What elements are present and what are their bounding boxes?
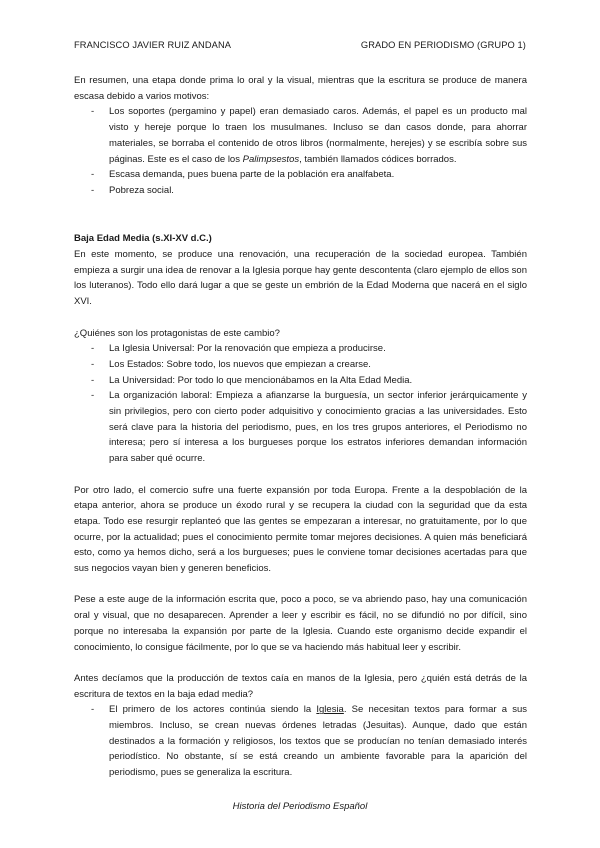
baja-paragraph: En este momento, se produce una renovación, una recuperación de la sociedad europea. También empieza a surgir una idea de renovar a la Iglesia porque hay gente descontenta (claro ejemplo de ellos son los luteranos). Todo ello dará lugar a que se geste un embrión de la Edad Moderna que nacerá en el siglo XVI. xyxy=(74,249,527,308)
list-item-text: Escasa demanda, pues buena parte de la población era analfabeta. xyxy=(109,169,395,181)
list-item xyxy=(74,702,527,781)
list-item-text: La Universidad: Por todo lo que mencionábamos en la Alta Edad Media. xyxy=(109,374,413,386)
underlined-term: Iglesia xyxy=(316,704,344,716)
author-name: FRANCISCO JAVIER RUIZ ANDANA xyxy=(74,40,232,50)
list-item-text: El primero de los actores continúa siendo la xyxy=(109,704,317,716)
list-item xyxy=(74,357,527,373)
protagonists-question: ¿Quiénes son los protagonistas de este cambio? xyxy=(74,327,280,339)
dash-bullet: - xyxy=(91,184,95,196)
list-item-text: , también llamados códices borrados. xyxy=(299,153,457,165)
dash-bullet: - xyxy=(91,106,95,118)
list-item xyxy=(74,104,527,167)
list-item-text: Los Estados: Sobre todo, los nuevos que empiezan a crearse. xyxy=(109,358,371,370)
intro-paragraph: En resumen, una etapa donde prima lo oral y la visual, mientras que la escritura se produce de manera escasa debido a varios motivos: xyxy=(74,75,527,102)
comercio-paragraph: Por otro lado, el comercio sufre una fuerte expansión por toda Europa. Frente a la despoblación de la etapa anterior, ahora se produce un éxodo rural y se recupera la ciudad con la seguridad que da esta etapa. Todo ese resurgir replanteó que las gentes se empezaran a interesar, no gratuitamente, por lo que ocurre, por la actualidad; pues el conocimiento permite tomar mejores decisiones. A quien más beneficiará esto, como ya hemos dicho, será a los burgueses; pues le conviene tomar decisiones acertadas para que sus negocios vayan bien y generen beneficios. xyxy=(74,484,527,575)
dash-bullet: - xyxy=(91,358,95,370)
page-footer: Historia del Periodismo Español xyxy=(232,801,368,812)
dash-bullet: - xyxy=(91,343,95,355)
course-name: GRADO EN PERIODISMO (GRUPO 1) xyxy=(360,40,526,50)
document-body xyxy=(74,73,527,781)
dash-bullet: - xyxy=(91,390,95,402)
antes-paragraph: Antes decíamos que la producción de textos caía en manos de la Iglesia, pero ¿quién está detrás de la escritura de textos en la baja edad media? xyxy=(74,672,527,700)
motives-list xyxy=(74,104,527,198)
list-item-text: La Iglesia Universal: Por la renovación que empieza a producirse. xyxy=(109,343,386,355)
list-item xyxy=(74,341,527,357)
list-item-text: Pobreza social. xyxy=(109,184,174,196)
dash-bullet: - xyxy=(91,704,95,716)
italic-term: Palimpsestos xyxy=(242,153,300,165)
list-item-text: Los soportes (pergamino y papel) eran demasiado caros. Además, el papel es un producto mal visto y hereje porque lo traen los musulmanes. Incluso se dan casos donde, para ahorrar materiales, se borraba el contenido de otros libros (normalmente, herejes) y se escribía sobre sus páginas. Este es el caso de los xyxy=(109,106,527,165)
dash-bullet: - xyxy=(91,374,95,386)
section-title: Baja Edad Media (s.XI-XV d.C.) xyxy=(74,233,212,245)
dash-bullet: - xyxy=(91,169,95,181)
actors-list xyxy=(74,702,527,781)
list-item-text: La organización laboral: Empieza a afianzarse la burguesía, un sector inferior jerárquicamente y sin privilegios, pero con cierto poder adquisitivo y conocimiento gracias a las universidades. Esto será clave para la historia del periodismo, pues, en los tres grupos anteriores, el Periodismo no interesa; pero sí interesa a los burgueses porque los estratos inferiores demandan información para saber qué ocurre. xyxy=(109,390,527,465)
auge-paragraph: Pese a este auge de la información escrita que, poco a poco, se va abriendo paso, hay una comunicación oral y visual, que no desaparecen. Aprender a leer y escribir es fácil, no se difundió no por difícil, sino porque no interesaba la expansión por parte de la Iglesia. Cuando este organismo decide expandir el conocimiento, lo consigue fácilmente, por lo que se va haciendo más habitual leer y escribir. xyxy=(74,594,527,653)
list-item xyxy=(74,373,527,389)
protagonists-list xyxy=(74,341,527,467)
list-item xyxy=(74,388,527,467)
list-item-text: . Se necesitan textos para formar a sus miembros. Incluso, se crean nuevas órdenes letradas (Jesuitas). Aunque, dado que están destinados a la formación y religiosos, los textos que se producían no tenían demasiado interés periodístico. No obstante, sí se está creando un ambiente favorable para la aparición del periodismo, pues se generaliza la escritura. xyxy=(109,704,527,779)
list-item xyxy=(74,183,527,199)
list-item xyxy=(74,167,527,183)
